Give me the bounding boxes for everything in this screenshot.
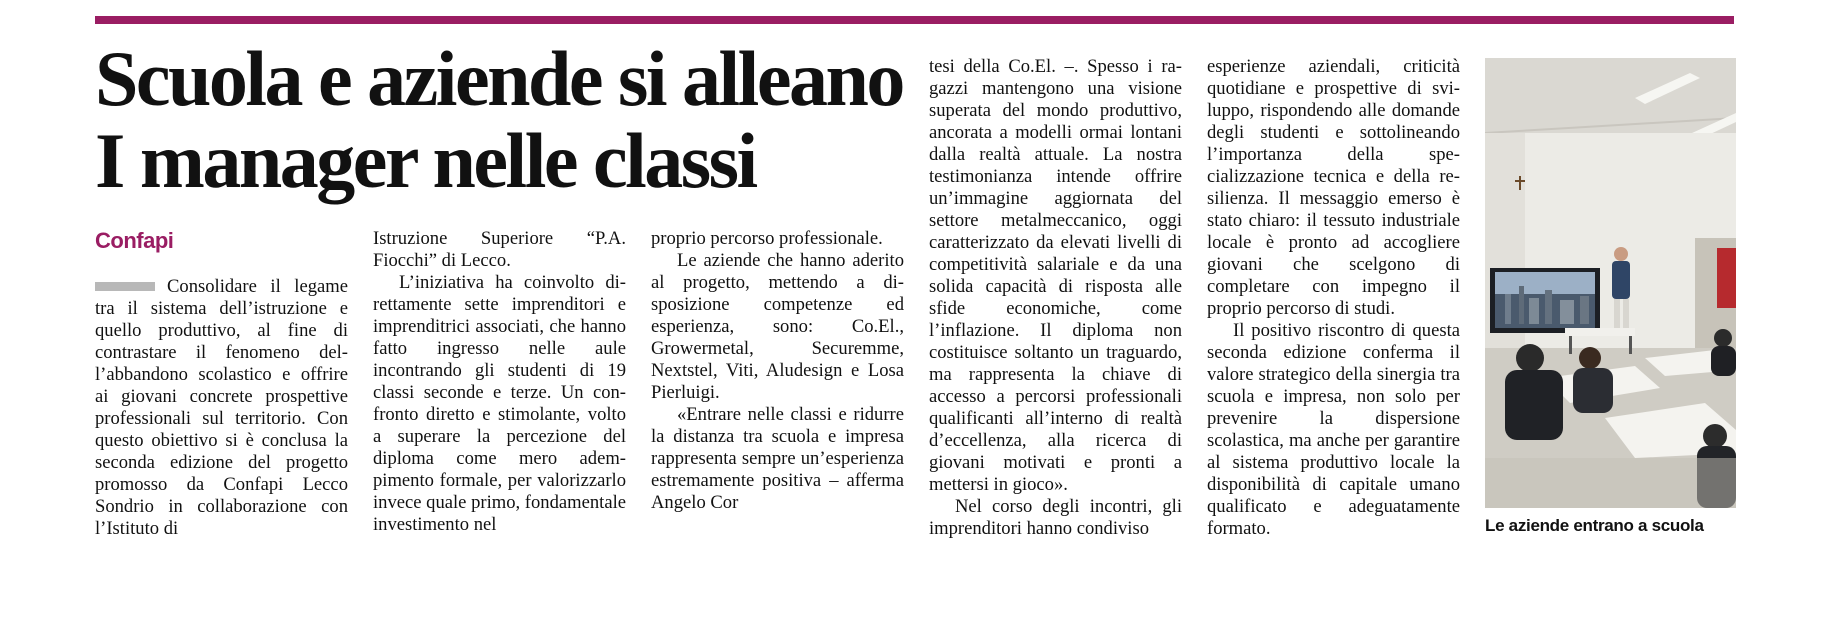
classroom-illustration bbox=[1485, 58, 1736, 508]
article-column-1 bbox=[95, 276, 348, 540]
paragraph: Il positivo riscontro di questa seconda edizione conferma il valore strategico della sinergia tra scuola e impresa, non solo per prevenire la dispersione scolastica, ma anche per garantire al sistema produttivo locale la disponibilità di capitale umano qualificato e adeguatamente formato. bbox=[1207, 320, 1460, 539]
paragraph: Nel corso degli incontri, gli imprenditori hanno condiviso bbox=[929, 496, 1182, 539]
paragraph: tesi della Co.El. –. Spesso i ragazzi mantengono una visione superata del mondo produttivo, ancorata a modelli ormai lontani dalla realtà attuale. La nostra testimonianza intende offrire un’immagine aggiornata del settore metalmeccanico, oggi caratterizzato da elevati livelli di competitività salariale e da una solida capacità di risposta alle sfide economiche, come l’inflazione. Il diploma non costituisce soltanto un traguardo, ma rappresenta la chiave di accesso a percorsi professionali qualificanti all’interno di realtà d’eccellenza, alla ricerca di giovani motivati e pronti a mettersi in gioco». bbox=[929, 56, 1182, 495]
lead-paragraph bbox=[95, 276, 348, 540]
paragraph: Le aziende che hanno aderito al progetto, mettendo a disposizione competenze ed esperienza, sono: Co.El., Growermetal, Securemme, Nextstel, Viti, Aludesign e Losa Pierluigi. bbox=[651, 250, 904, 403]
article-column-4 bbox=[929, 56, 1182, 540]
paragraph: proprio percorso professionale. bbox=[651, 228, 883, 249]
headline-line-2: I manager nelle classi bbox=[95, 117, 756, 204]
paragraph: L’iniziativa ha coinvolto direttamente sette imprenditori e imprenditrici associati, che hanno fatto ingresso nelle aule incontrando gli studenti di 19 classi seconde e terze. Un confronto diretto e stimolante, volto a superare la percezione del diploma come mero adempimento formale, per valorizzarlo invece quale primo, fondamentale investimento nel bbox=[373, 272, 626, 535]
paragraph: «Entrare nelle classi e ridurre la distanza tra scuola e impresa rappresenta sempre un’esperienza estremamente positiva – afferma Angelo Cor bbox=[651, 404, 904, 513]
article-column-5 bbox=[1207, 56, 1460, 540]
photo-caption: Le aziende entrano a scuola bbox=[1485, 516, 1704, 535]
article-column-2 bbox=[373, 228, 626, 536]
lead-paragraph-text: Consolidare il legame tra il sistema dell’istruzione e quello produttivo, al fine di contrastare il fenomeno dell’abbandono scolastico e offrire ai giovani concrete prospettive professionali sul territorio. Con questo obiettivo si è conclusa la seconda edizione del progetto promosso da Confapi Lecco Sondrio in collaborazione con l’Istituto di bbox=[95, 276, 348, 539]
paragraph: esperienze aziendali, criticità quotidiane e prospettive di sviluppo, rispondendo alle domande degli studenti e sottolineando l’importanza della specializzazione tecnica e della resilienza. Il messaggio emerso è stato chiaro: il tessuto industriale locale è pronto ad accogliere giovani che scelgono di completare con impegno il proprio percorso di studi. bbox=[1207, 56, 1460, 319]
top-accent-rule bbox=[95, 16, 1734, 24]
kicker: Confapi bbox=[95, 228, 174, 253]
lead-marker bbox=[95, 282, 155, 291]
headline-line-1: Scuola e aziende si alleano bbox=[95, 35, 903, 122]
classroom-photo bbox=[1485, 58, 1736, 508]
paragraph: Istruzione Superiore “P.A. Fiocchi” di Lecco. bbox=[373, 228, 626, 271]
article-column-3 bbox=[651, 228, 904, 514]
interactive-whiteboard bbox=[1490, 268, 1600, 333]
headline bbox=[95, 35, 935, 204]
